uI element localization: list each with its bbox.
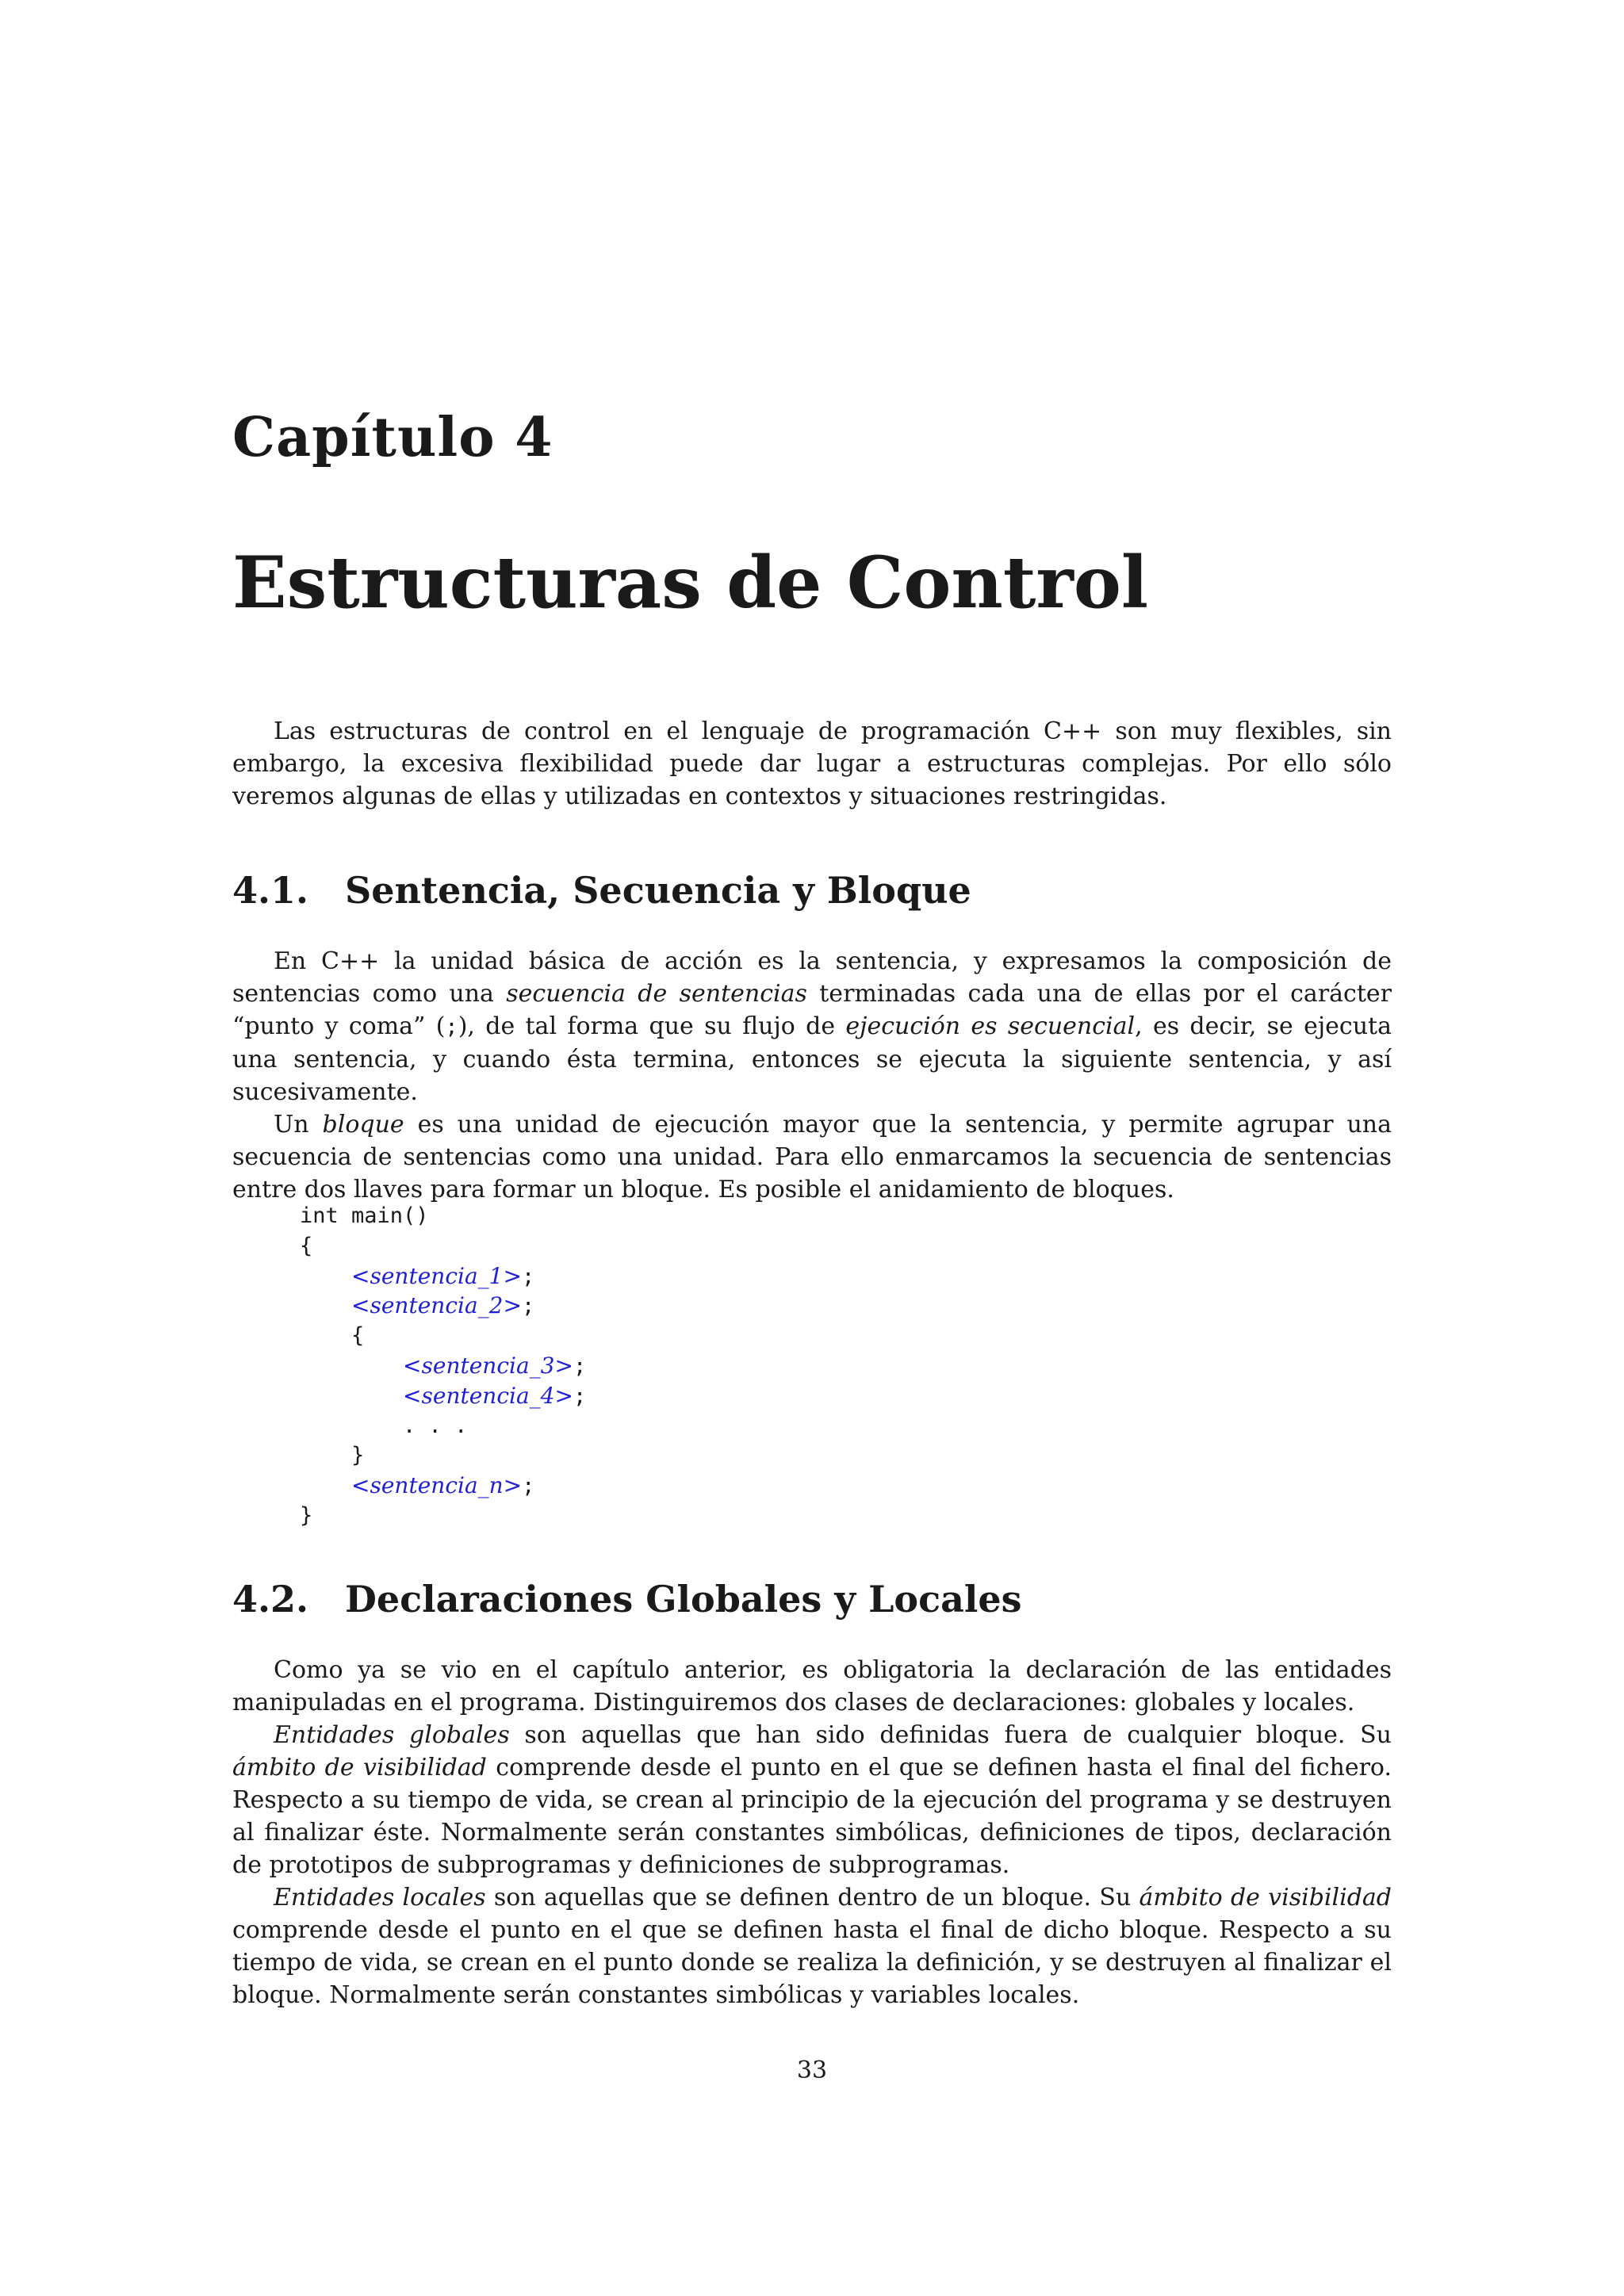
section-number: 4.1. [232,869,309,912]
code-inline: ; [445,1015,458,1039]
paragraph [232,1881,1392,2011]
section-number: 4.2. [232,1578,309,1621]
text-run: terminadas cada una de ellas por el carácter “punto y coma” ( [232,980,1392,1040]
code-text: } [351,1443,365,1468]
code-line [300,1261,586,1292]
code-line [300,1291,586,1321]
chapter-title: Estructuras de Control [232,541,1149,625]
section-heading-4-2 [232,1578,1022,1621]
code-text: ; [573,1383,587,1409]
code-line [300,1351,586,1381]
code-text: int main() [300,1203,429,1228]
text-run: , es decir, se ejecuta una sentencia, y cuando ésta termina, entonces se ejecuta la siguiente sentencia, y así sucesivamente. [232,1012,1392,1106]
code-block [300,1201,586,1531]
page-number: 33 [796,2057,828,2084]
section-title: Declaraciones Globales y Locales [345,1578,1022,1621]
code-text: { [351,1323,365,1349]
code-placeholder: <sentencia_n> [351,1472,523,1499]
code-text: } [300,1502,313,1528]
text-run: En C++ la unidad básica de acción es la sentencia, y expresamos la composición de sentencias como una [232,947,1392,1008]
code-line [300,1201,586,1231]
text-run: ), de tal forma que su flujo de [458,1012,846,1040]
paragraph [232,945,1392,1108]
code-text: ; [521,1264,535,1289]
chapter-label: Capítulo 4 [232,406,553,469]
code-text: ; [573,1353,587,1379]
code-placeholder: <sentencia_1> [351,1262,522,1289]
code-text: { [300,1233,313,1258]
section-4-1-body [232,945,1392,1206]
code-line [300,1441,586,1471]
text-run: Un [274,1111,323,1138]
intro-paragraph [232,715,1392,813]
code-line [300,1381,586,1411]
emphasis: ámbito de visibilidad [232,1754,487,1781]
emphasis: Entidades locales [274,1884,486,1911]
paragraph: Como ya se vio en el capítulo anterior, es obligatoria la declaración de las entidades manipuladas en el programa. Distinguiremos dos clases de declaraciones: globales y locales. [232,1656,1392,1716]
code-line [300,1501,586,1531]
code-text: ; [522,1474,535,1499]
emphasis: Entidades globales [274,1721,510,1749]
code-line [300,1411,586,1441]
section-heading-4-1 [232,869,971,912]
emphasis: bloque [322,1111,404,1138]
code-placeholder: <sentencia_4> [403,1382,573,1409]
code-placeholder: <sentencia_3> [403,1352,573,1379]
text-run: comprende desde el punto en el que se definen hasta el final de dicho bloque. Respecto a su tiempo de vida, se crean en el punto donde se realiza la definición, y se destruyen al finalizar el bloque. Normalmente serán constantes simbólicas y variables locales. [232,1916,1392,2009]
section-title: Sentencia, Secuencia y Bloque [345,869,971,912]
code-text: ; [521,1294,535,1319]
code-line [300,1321,586,1351]
text-run: son aquellas que han sido definidas fuera de cualquier bloque. Su [509,1721,1392,1749]
code-placeholder: <sentencia_2> [351,1292,522,1319]
emphasis: secuencia de sentencias [506,980,807,1008]
paragraph [232,1719,1392,1881]
text-run: comprende desde el punto en el que se definen hasta el final del fichero. Respecto a su tiempo de vida, se crean al principio de la ejecución del programa y se destruyen al finalizar éste. Normalmente serán constantes simbólicas, definiciones de tipos, declaración de prototipos de subprogramas y definiciones de subprogramas. [232,1754,1392,1879]
text-run: son aquellas que se definen dentro de un bloque. Su [485,1884,1139,1911]
section-4-2-body [232,1654,1392,2011]
text-run: es una unidad de ejecución mayor que la sentencia, y permite agrupar una secuencia de sentencias como una unidad. Para ello enmarcamos la secuencia de sentencias entre dos llaves para formar un bloque. Es posible el anidamiento de bloques. [232,1111,1392,1203]
code-text: . . . [403,1413,468,1438]
intro-text: Las estructuras de control en el lenguaje de programación C++ son muy flexibles, sin embargo, la excesiva flexibilidad puede dar lugar a estructuras complejas. Por ello sólo veremos algunas de ellas y utilizadas en contextos y situaciones restringidas. [232,718,1392,810]
paragraph [232,1108,1392,1206]
emphasis: ámbito de visibilidad [1139,1884,1392,1911]
code-line [300,1471,586,1501]
emphasis: ejecución es secuencial [845,1012,1136,1040]
code-line [300,1231,586,1261]
